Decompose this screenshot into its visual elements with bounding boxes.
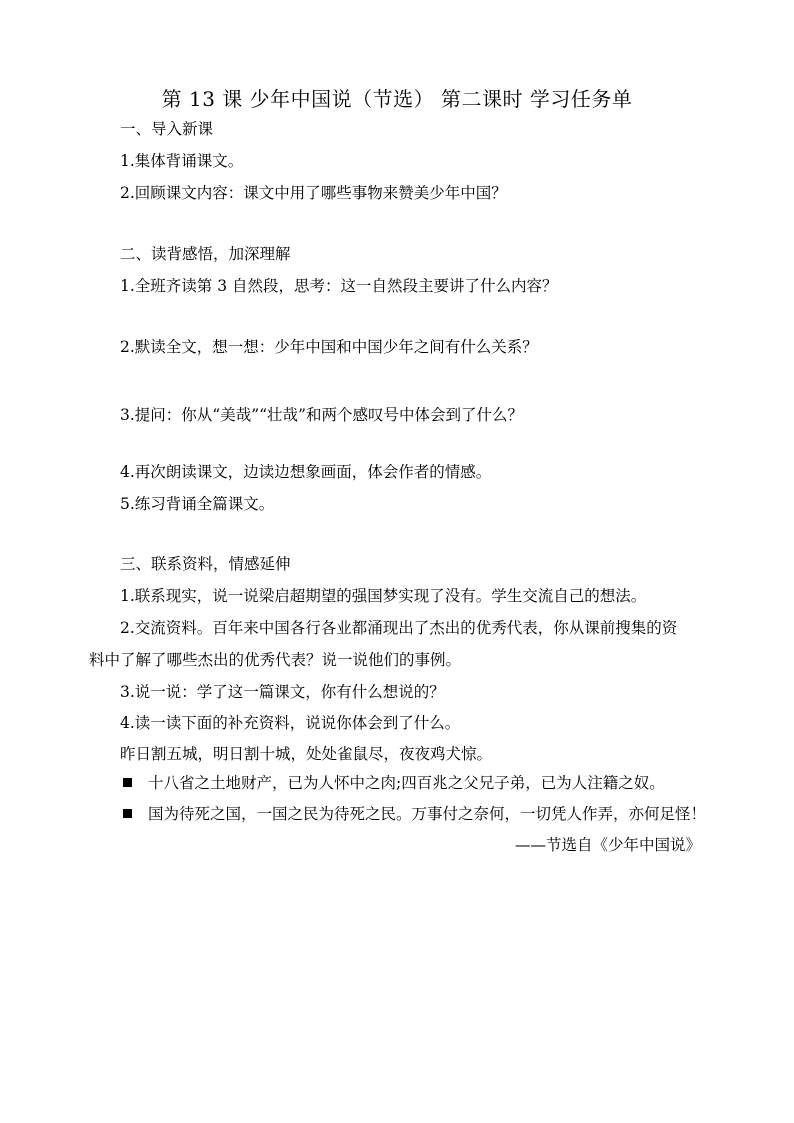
page-title: 第 13 课 少年中国说（节选） 第二课时 学习任务单	[161, 87, 633, 111]
quote-line: 国为待死之国，一国之民为待死之民。万事付之奈何，一切凭人作弄，亦何足怪！	[148, 805, 707, 823]
list-item: 2.默读全文，想一想：少年中国和中国少年之间有什么关系？	[120, 338, 538, 356]
list-item: 2.交流资料。百年来中国各行各业都涌现出了杰出的优秀代表，你从课前搜集的资	[120, 619, 678, 637]
quote-line: 昨日割五城，明日割十城，处处雀鼠尽，夜夜鸡犬惊。	[120, 745, 493, 763]
list-item: 3.说一说：学了这一篇课文，你有什么想说的？	[120, 683, 445, 701]
list-item: 4.再次朗读课文，边读边想象画面，体会作者的情感。	[120, 463, 492, 481]
quote-source: ——节选自《少年中国说》	[514, 836, 701, 854]
square-bullet-icon	[123, 809, 132, 818]
list-item: 1.集体背诵课文。	[120, 152, 244, 170]
list-item: 4.读一读下面的补充资料，说说你体会到了什么。	[120, 714, 461, 732]
list-item: 5.练习背诵全篇课文。	[120, 495, 275, 513]
quote-line: 十八省之土地财产，已为人怀中之肉;四百兆之父兄子弟，已为人注籍之奴。	[148, 774, 665, 792]
square-bullet-icon	[123, 778, 132, 787]
list-item: 3.提问：你从“美哉”“壮哉”和两个感叹号中体会到了什么？	[120, 406, 523, 424]
list-item: 1.全班齐读第 3 自然段，思考：这一自然段主要讲了什么内容？	[120, 277, 558, 295]
section-heading-reading: 二、读背感悟，加深理解	[120, 245, 291, 263]
list-item: 2.回顾课文内容：课文中用了哪些事物来赞美少年中国？	[120, 184, 507, 202]
list-item-continuation: 料中了解了哪些杰出的优秀代表？说一说他们的事例。	[89, 651, 462, 669]
section-heading-extension: 三、联系资料，情感延伸	[120, 555, 291, 573]
list-item: 1.联系现实，说一说梁启超期望的强国梦实现了没有。学生交流自己的想法。	[120, 587, 647, 605]
section-heading-intro: 一、导入新课	[120, 120, 214, 138]
